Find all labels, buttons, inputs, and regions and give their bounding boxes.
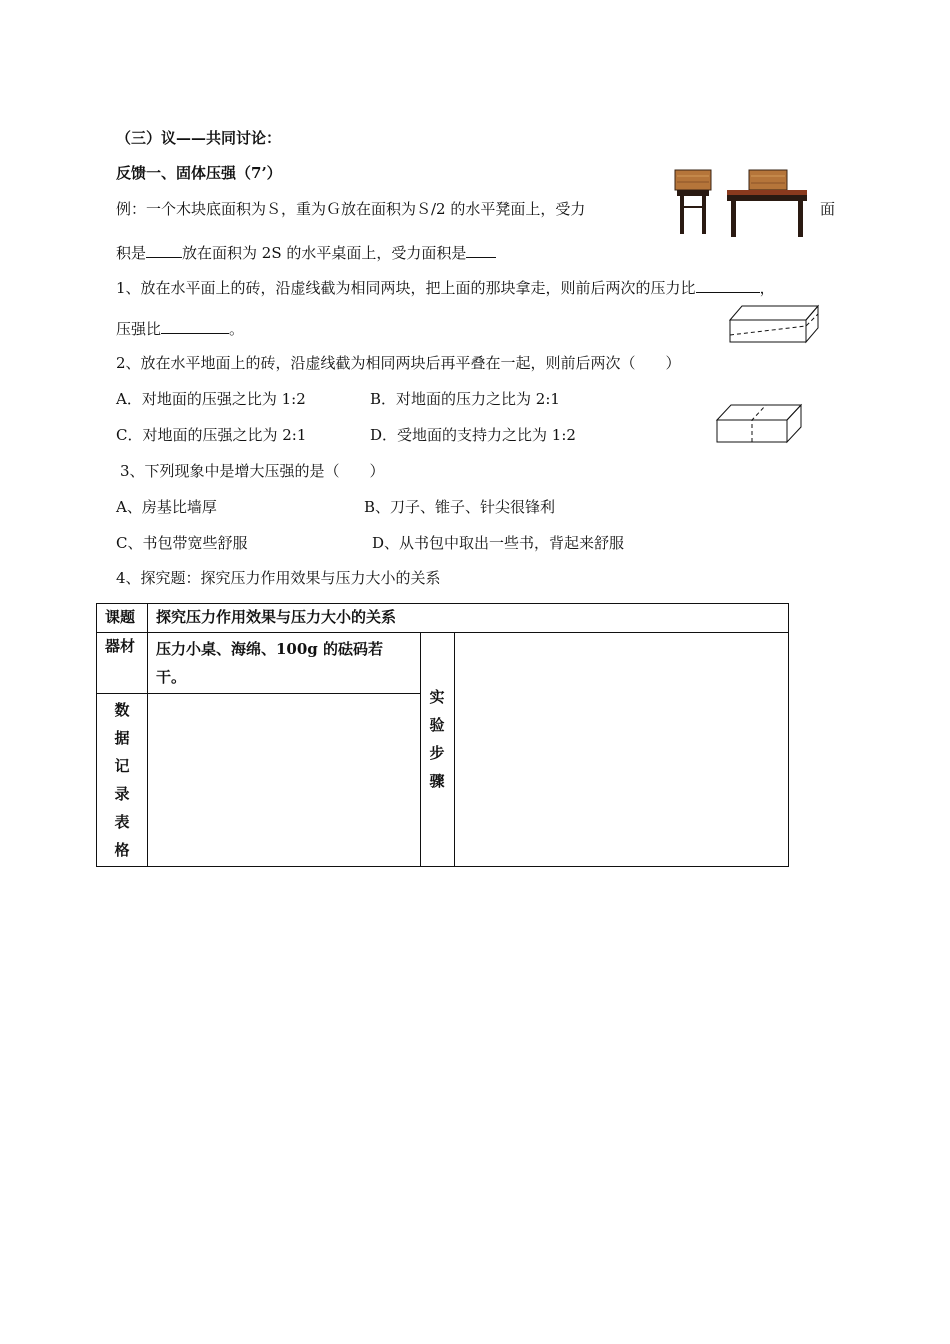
data-record-cell[interactable]: [147, 694, 420, 867]
answer-blank[interactable]: [696, 277, 760, 293]
brick-horizontal-cut-diagram: [726, 302, 822, 346]
example-text-2a: 积是: [116, 244, 147, 262]
q2-option-a[interactable]: A．对地面的压强之比为 1:2: [116, 390, 306, 408]
answer-blank[interactable]: [466, 242, 496, 258]
experiment-table: [96, 603, 789, 867]
wooden-block-on-desk: [749, 170, 787, 190]
cut-line: [730, 314, 818, 335]
section-title: （三）议——共同讨论：: [116, 129, 282, 147]
q1-text-1-end: ，: [759, 279, 775, 297]
steps-label: 实 验 步 骤: [420, 633, 454, 867]
q3-option-b[interactable]: B、刀子、锥子、针尖很锋利: [364, 498, 556, 516]
example-text-2b: 放在面积为 2S 的水平桌面上，受力面积是: [182, 244, 467, 262]
q1-line-2: [116, 318, 244, 339]
desk-top: [727, 190, 807, 195]
q3-stem: 3、下列现象中是增大压强的是（ ）: [120, 462, 385, 480]
example-line-2: [116, 242, 496, 263]
q2-option-c[interactable]: C．对地面的压强之比为 2:1: [116, 426, 307, 444]
stool-seat: [677, 190, 709, 196]
topic-label: 课题: [97, 604, 148, 633]
q2-stem: 2、放在水平地面上的砖，沿虚线截为相同两块后再平叠在一起，则前后两次（ ）: [116, 354, 681, 372]
q4-stem: 4、探究题：探究压力作用效果与压力大小的关系: [116, 569, 441, 587]
brick-vertical-cut-diagram: [713, 400, 805, 446]
answer-blank[interactable]: [161, 318, 229, 334]
feedback-title: 反馈一、固体压强（7’）: [116, 164, 282, 182]
q1-text-2-end: 。: [229, 320, 245, 338]
q2-option-d[interactable]: D．受地面的支持力之比为 1:2: [370, 426, 576, 444]
example-line-1: [116, 199, 585, 219]
q2-option-b[interactable]: B．对地面的压力之比为 2:1: [370, 390, 560, 408]
steps-content-cell[interactable]: [454, 633, 788, 867]
q3-option-a[interactable]: A、房基比墙厚: [116, 498, 217, 516]
wooden-block-on-stool: [675, 170, 711, 190]
answer-blank[interactable]: [146, 242, 182, 258]
data-record-label: 数 据 记 录 表 格: [97, 694, 148, 867]
equipment-value: 压力小桌、海绵、100g 的砝码若干。: [147, 633, 420, 694]
q1-text-2: 压强比: [116, 320, 162, 338]
q3-option-c[interactable]: C、书包带宽些舒服: [116, 534, 248, 552]
q1-text-1: 1、放在水平面上的砖，沿虚线截为相同两块，把上面的那块拿走，则前后两次的压力比: [116, 279, 696, 297]
equipment-label: 器材: [97, 633, 148, 694]
q1-line-1: [116, 277, 775, 298]
stool-and-desk-illustration: [665, 166, 811, 242]
topic-value: 探究压力作用效果与压力大小的关系: [147, 604, 788, 633]
example-line-1-tail: 面: [820, 200, 836, 218]
example-text-1: 例：一个木块底面积为Ｓ，重为Ｇ放在面积为Ｓ/2 的水平凳面上，受力: [116, 200, 586, 218]
cut-line: [752, 405, 766, 442]
q3-option-d[interactable]: D、从书包中取出一些书，背起来舒服: [372, 534, 625, 552]
